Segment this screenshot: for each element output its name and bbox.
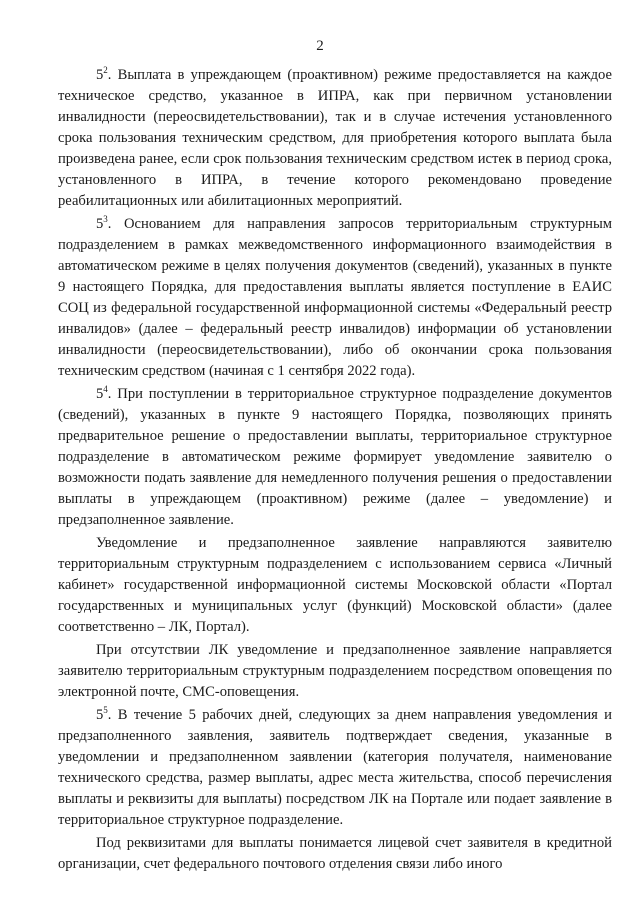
paragraph-5-4 — [58, 384, 612, 531]
paragraph-text: При отсутствии ЛК уведомление и предзаполненное заявление направляется заявителю территориальным структурным подразделением посредством оповещения по электронной почте, СМС-оповещения. — [58, 642, 612, 700]
clause-number: 5 — [96, 67, 104, 83]
paragraph-text: Уведомление и предзаполненное заявление направляются заявителю территориальным структурным подразделением с использованием сервиса «Личный кабинет» государственной информационной системы Московской области «Портал государственных и муниципальных услуг (функций) Московской области» (далее соответственно – ЛК, Портал). — [58, 535, 612, 635]
paragraph-5-3 — [58, 214, 612, 382]
paragraph-no-lk — [58, 640, 612, 703]
paragraph-text: . Основанием для направления запросов территориальным структурным подразделением в рамках межведомственного информационного взаимодействия в автоматическом режиме в целях получения документов (сведений), указанных в пункте 9 настоящего Порядка, для предоставления выплаты является поступление в ЕАИС СОЦ из федеральной государственной информационной системы «Федеральный реестр инвалидов» (далее – федеральный реестр инвалидов) информации об установлении инвалидности (переосвидетельствовании), либо об окончании срока пользования техническим средством (начиная с 1 сентября 2022 года). — [58, 216, 612, 379]
paragraph-text: . В течение 5 рабочих дней, следующих за днем направления уведомления и предзаполненного заявления, заявитель подтверждает сведения, указанные в уведомлении и предзаполненном заявлении (категория получателя, наименование технического средства, размер выплаты, адрес места жительства, способ перечисления выплаты и реквизиты для выплаты) посредством ЛК на Портале или подает заявление в территориальное структурное подразделение. — [58, 707, 612, 828]
paragraph-5-2 — [58, 65, 612, 212]
paragraph-text: Под реквизитами для выплаты понимается лицевой счет заявителя в кредитной организации, счет федерального почтового отделения связи либо иного — [58, 835, 612, 872]
paragraph-text: . Выплата в упреждающем (проактивном) режиме предоставляется на каждое техническое средство, указанное в ИПРА, как при первичном установлении инвалидности (переосвидетельствовании), так и в случае истечения установленного срока пользования техническим средством, для приобретения которого выплата была произведена ранее, если срок пользования техническим средством истек в период срока, установленного в ИПРА, в течение которого рекомендовано проведение реабилитационных или абилитационных мероприятий. — [58, 67, 612, 209]
clause-superscript: 3 — [103, 214, 108, 225]
clause-number: 5 — [96, 707, 104, 723]
page-number: 2 — [316, 38, 324, 54]
clause-number: 5 — [96, 216, 104, 232]
clause-superscript: 2 — [103, 65, 108, 76]
paragraph-notification-channel — [58, 533, 612, 638]
clause-superscript: 4 — [103, 384, 108, 395]
paragraph-5-5 — [58, 705, 612, 831]
clause-number: 5 — [96, 386, 104, 402]
document-body — [58, 65, 612, 875]
paragraph-text: . При поступлении в территориальное структурное подразделение документов (сведений), указанных в пункте 9 настоящего Порядка, позволяющих принять предварительное решение о предоставлении выплаты, территориальное структурное подразделение в автоматическом режиме формирует уведомление заявителю о возможности подать заявление для немедленного получения решения о предоставлении выплаты в упреждающем (проактивном) режиме (далее – уведомление) и предзаполненное заявление. — [58, 386, 612, 528]
clause-superscript: 5 — [103, 705, 108, 716]
paragraph-requisites — [58, 833, 612, 875]
